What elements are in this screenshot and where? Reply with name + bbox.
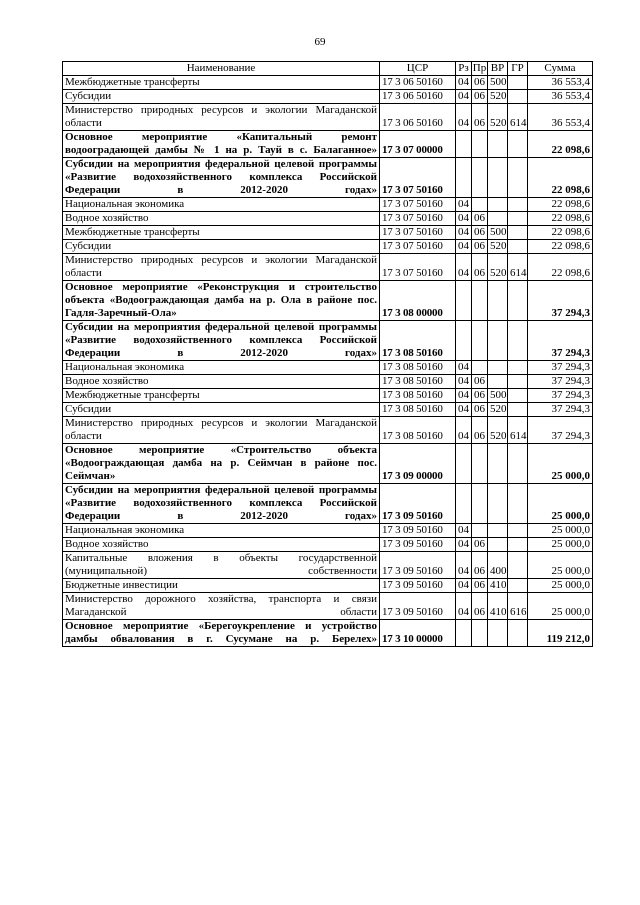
row-csr-cell: 17 3 09 50160: [380, 524, 456, 538]
row-csr-cell: 17 3 07 50160: [380, 226, 456, 240]
row-csr-cell: 17 3 09 50160: [380, 593, 456, 620]
table-row: [63, 158, 593, 198]
row-gr-cell: [508, 90, 528, 104]
header-vr: ВР: [488, 62, 508, 76]
row-csr-cell: 17 3 06 50160: [380, 90, 456, 104]
row-pr-cell: 06: [472, 389, 488, 403]
row-rz-cell: [456, 321, 472, 361]
row-pr-cell: [472, 321, 488, 361]
row-name-cell: Капитальные вложения в объекты государственной (муниципальной) собственности: [63, 552, 380, 579]
row-csr-cell: 17 3 09 50160: [380, 552, 456, 579]
row-vr-cell: 520: [488, 90, 508, 104]
row-gr-cell: 614: [508, 254, 528, 281]
row-pr-cell: 06: [472, 254, 488, 281]
row-sum-cell: 37 294,3: [528, 281, 593, 321]
table-row: [63, 593, 593, 620]
table-row: [63, 254, 593, 281]
row-vr-cell: 520: [488, 104, 508, 131]
row-name-cell: Межбюджетные трансферты: [63, 389, 380, 403]
row-rz-cell: 04: [456, 212, 472, 226]
table-row: [63, 444, 593, 484]
row-sum-cell: 119 212,0: [528, 620, 593, 647]
row-sum-cell: 22 098,6: [528, 226, 593, 240]
row-csr-cell: 17 3 06 50160: [380, 104, 456, 131]
row-vr-cell: 500: [488, 226, 508, 240]
table-row: [63, 321, 593, 361]
row-csr-cell: 17 3 09 50160: [380, 538, 456, 552]
row-name-cell: Министерство дорожного хозяйства, транспорта и связи Магаданской области: [63, 593, 380, 620]
row-name-cell: Основное мероприятие «Реконструкция и строительство объекта «Водоограждающая дамба на р. Ола в районе пос. Гадля-Заречный-Ола»: [63, 281, 380, 321]
row-rz-cell: 04: [456, 76, 472, 90]
row-csr-cell: 17 3 09 50160: [380, 484, 456, 524]
row-rz-cell: 04: [456, 90, 472, 104]
row-vr-cell: 520: [488, 403, 508, 417]
row-rz-cell: 04: [456, 375, 472, 389]
row-gr-cell: [508, 198, 528, 212]
row-gr-cell: 614: [508, 417, 528, 444]
table-row: [63, 198, 593, 212]
table-row: [63, 484, 593, 524]
row-gr-cell: 616: [508, 593, 528, 620]
row-name-cell: Бюджетные инвестиции: [63, 579, 380, 593]
table-row: [63, 76, 593, 90]
row-name-cell: Основное мероприятие «Строительство объекта «Водоограждающая дамба на р. Сеймчан в районе пос. Сеймчан»: [63, 444, 380, 484]
row-pr-cell: [472, 361, 488, 375]
row-csr-cell: 17 3 08 50160: [380, 321, 456, 361]
row-name-cell: Национальная экономика: [63, 198, 380, 212]
table-row: [63, 212, 593, 226]
row-pr-cell: [472, 524, 488, 538]
table-row: [63, 389, 593, 403]
row-vr-cell: [488, 361, 508, 375]
row-name-cell: Министерство природных ресурсов и экологии Магаданской области: [63, 104, 380, 131]
table-row: [63, 403, 593, 417]
row-rz-cell: 04: [456, 254, 472, 281]
table-row: [63, 552, 593, 579]
table-row: [63, 131, 593, 158]
row-rz-cell: 04: [456, 403, 472, 417]
row-sum-cell: 25 000,0: [528, 579, 593, 593]
table-row: [63, 104, 593, 131]
row-sum-cell: 37 294,3: [528, 417, 593, 444]
budget-table: [62, 61, 593, 647]
table-row: [63, 375, 593, 389]
row-sum-cell: 22 098,6: [528, 131, 593, 158]
row-rz-cell: 04: [456, 417, 472, 444]
row-name-cell: Субсидии: [63, 403, 380, 417]
row-rz-cell: 04: [456, 226, 472, 240]
row-gr-cell: [508, 361, 528, 375]
row-vr-cell: [488, 444, 508, 484]
row-gr-cell: [508, 444, 528, 484]
row-sum-cell: 37 294,3: [528, 403, 593, 417]
header-sum: Сумма: [528, 62, 593, 76]
table-row: [63, 281, 593, 321]
row-pr-cell: 06: [472, 538, 488, 552]
header-gr: ГР: [508, 62, 528, 76]
row-gr-cell: [508, 620, 528, 647]
table-row: [63, 417, 593, 444]
row-gr-cell: [508, 484, 528, 524]
row-vr-cell: 410: [488, 593, 508, 620]
row-vr-cell: [488, 131, 508, 158]
row-vr-cell: 520: [488, 254, 508, 281]
row-csr-cell: 17 3 07 50160: [380, 158, 456, 198]
row-gr-cell: [508, 552, 528, 579]
row-csr-cell: 17 3 08 50160: [380, 361, 456, 375]
row-sum-cell: 22 098,6: [528, 212, 593, 226]
row-vr-cell: 500: [488, 389, 508, 403]
row-rz-cell: 04: [456, 198, 472, 212]
row-gr-cell: [508, 131, 528, 158]
row-vr-cell: [488, 538, 508, 552]
row-rz-cell: 04: [456, 538, 472, 552]
row-sum-cell: 25 000,0: [528, 444, 593, 484]
row-sum-cell: 22 098,6: [528, 158, 593, 198]
row-vr-cell: 520: [488, 417, 508, 444]
row-gr-cell: [508, 158, 528, 198]
row-vr-cell: [488, 620, 508, 647]
row-sum-cell: 37 294,3: [528, 361, 593, 375]
table-row: [63, 240, 593, 254]
row-name-cell: Субсидии на мероприятия федеральной целевой программы «Развитие водохозяйственного комплекса Российской Федерации в 2012-2020 годах»: [63, 158, 380, 198]
row-pr-cell: [472, 281, 488, 321]
row-csr-cell: 17 3 07 50160: [380, 212, 456, 226]
row-pr-cell: 06: [472, 212, 488, 226]
row-vr-cell: 500: [488, 76, 508, 90]
row-name-cell: Субсидии на мероприятия федеральной целевой программы «Развитие водохозяйственного комплекса Российской Федерации в 2012-2020 годах»: [63, 484, 380, 524]
row-pr-cell: 06: [472, 552, 488, 579]
header-csr: ЦСР: [380, 62, 456, 76]
row-rz-cell: [456, 158, 472, 198]
row-sum-cell: 25 000,0: [528, 524, 593, 538]
row-csr-cell: 17 3 08 50160: [380, 389, 456, 403]
row-sum-cell: 22 098,6: [528, 254, 593, 281]
table-row: [63, 620, 593, 647]
row-pr-cell: 06: [472, 240, 488, 254]
row-pr-cell: 06: [472, 579, 488, 593]
row-sum-cell: 37 294,3: [528, 375, 593, 389]
row-sum-cell: 25 000,0: [528, 484, 593, 524]
row-pr-cell: 06: [472, 417, 488, 444]
row-pr-cell: 06: [472, 375, 488, 389]
row-sum-cell: 37 294,3: [528, 321, 593, 361]
row-csr-cell: 17 3 08 50160: [380, 375, 456, 389]
row-csr-cell: 17 3 08 00000: [380, 281, 456, 321]
row-pr-cell: [472, 444, 488, 484]
row-gr-cell: [508, 76, 528, 90]
row-vr-cell: [488, 281, 508, 321]
row-sum-cell: 36 553,4: [528, 90, 593, 104]
row-name-cell: Субсидии: [63, 90, 380, 104]
row-rz-cell: 04: [456, 104, 472, 131]
row-csr-cell: 17 3 07 50160: [380, 254, 456, 281]
row-rz-cell: [456, 620, 472, 647]
table-row: [63, 579, 593, 593]
row-vr-cell: 400: [488, 552, 508, 579]
row-gr-cell: [508, 375, 528, 389]
row-sum-cell: 25 000,0: [528, 593, 593, 620]
row-rz-cell: [456, 484, 472, 524]
row-pr-cell: [472, 158, 488, 198]
table-row: [63, 524, 593, 538]
row-name-cell: Министерство природных ресурсов и экологии Магаданской области: [63, 417, 380, 444]
row-csr-cell: 17 3 07 50160: [380, 240, 456, 254]
row-gr-cell: [508, 212, 528, 226]
row-rz-cell: 04: [456, 361, 472, 375]
header-name: Наименование: [63, 62, 380, 76]
row-csr-cell: 17 3 10 00000: [380, 620, 456, 647]
row-pr-cell: 06: [472, 226, 488, 240]
row-gr-cell: [508, 281, 528, 321]
row-name-cell: Водное хозяйство: [63, 212, 380, 226]
row-pr-cell: [472, 484, 488, 524]
row-vr-cell: [488, 212, 508, 226]
row-csr-cell: 17 3 09 50160: [380, 579, 456, 593]
row-csr-cell: 17 3 06 50160: [380, 76, 456, 90]
row-sum-cell: 25 000,0: [528, 538, 593, 552]
row-name-cell: Национальная экономика: [63, 361, 380, 375]
row-gr-cell: [508, 403, 528, 417]
row-rz-cell: 04: [456, 579, 472, 593]
row-sum-cell: 36 553,4: [528, 76, 593, 90]
row-gr-cell: [508, 538, 528, 552]
row-csr-cell: 17 3 08 50160: [380, 417, 456, 444]
row-rz-cell: 04: [456, 593, 472, 620]
page-number: 69: [314, 36, 326, 48]
row-gr-cell: [508, 389, 528, 403]
table-row: [63, 361, 593, 375]
table-header-row: [63, 62, 593, 76]
row-pr-cell: 06: [472, 104, 488, 131]
row-gr-cell: [508, 579, 528, 593]
row-pr-cell: [472, 131, 488, 158]
row-vr-cell: 520: [488, 240, 508, 254]
table-row: [63, 90, 593, 104]
row-rz-cell: 04: [456, 552, 472, 579]
row-name-cell: Министерство природных ресурсов и экологии Магаданской области: [63, 254, 380, 281]
row-vr-cell: [488, 524, 508, 538]
header-rz: Рз: [456, 62, 472, 76]
row-name-cell: Субсидии: [63, 240, 380, 254]
row-gr-cell: [508, 240, 528, 254]
row-pr-cell: [472, 620, 488, 647]
row-name-cell: Межбюджетные трансферты: [63, 76, 380, 90]
row-pr-cell: 06: [472, 90, 488, 104]
row-pr-cell: 06: [472, 76, 488, 90]
row-rz-cell: 04: [456, 524, 472, 538]
row-pr-cell: 06: [472, 403, 488, 417]
row-rz-cell: [456, 444, 472, 484]
row-vr-cell: [488, 158, 508, 198]
table-row: [63, 226, 593, 240]
row-sum-cell: 25 000,0: [528, 552, 593, 579]
row-csr-cell: 17 3 07 50160: [380, 198, 456, 212]
row-name-cell: Субсидии на мероприятия федеральной целевой программы «Развитие водохозяйственного комплекса Российской Федерации в 2012-2020 годах»: [63, 321, 380, 361]
table-row: [63, 538, 593, 552]
row-csr-cell: 17 3 07 00000: [380, 131, 456, 158]
row-pr-cell: [472, 198, 488, 212]
row-pr-cell: 06: [472, 593, 488, 620]
row-sum-cell: 37 294,3: [528, 389, 593, 403]
row-vr-cell: [488, 198, 508, 212]
row-vr-cell: [488, 321, 508, 361]
row-sum-cell: 22 098,6: [528, 198, 593, 212]
row-name-cell: Межбюджетные трансферты: [63, 226, 380, 240]
row-name-cell: Водное хозяйство: [63, 538, 380, 552]
row-rz-cell: 04: [456, 240, 472, 254]
row-rz-cell: 04: [456, 389, 472, 403]
row-sum-cell: 36 553,4: [528, 104, 593, 131]
row-csr-cell: 17 3 08 50160: [380, 403, 456, 417]
row-name-cell: Основное мероприятие «Капитальный ремонт водооградающей дамбы № 1 на р. Тауй в с. Балаганное»: [63, 131, 380, 158]
row-csr-cell: 17 3 09 00000: [380, 444, 456, 484]
row-rz-cell: [456, 281, 472, 321]
table-body: [63, 76, 593, 647]
row-name-cell: Основное мероприятие «Берегоукрепление и устройство дамбы обвалования в г. Сусумане на р. Берелех»: [63, 620, 380, 647]
row-name-cell: Национальная экономика: [63, 524, 380, 538]
row-vr-cell: [488, 484, 508, 524]
row-gr-cell: [508, 524, 528, 538]
row-name-cell: Водное хозяйство: [63, 375, 380, 389]
row-vr-cell: [488, 375, 508, 389]
row-gr-cell: [508, 226, 528, 240]
row-vr-cell: 410: [488, 579, 508, 593]
row-gr-cell: 614: [508, 104, 528, 131]
row-sum-cell: 22 098,6: [528, 240, 593, 254]
row-rz-cell: [456, 131, 472, 158]
header-pr: Пр: [472, 62, 487, 74]
row-gr-cell: [508, 321, 528, 361]
